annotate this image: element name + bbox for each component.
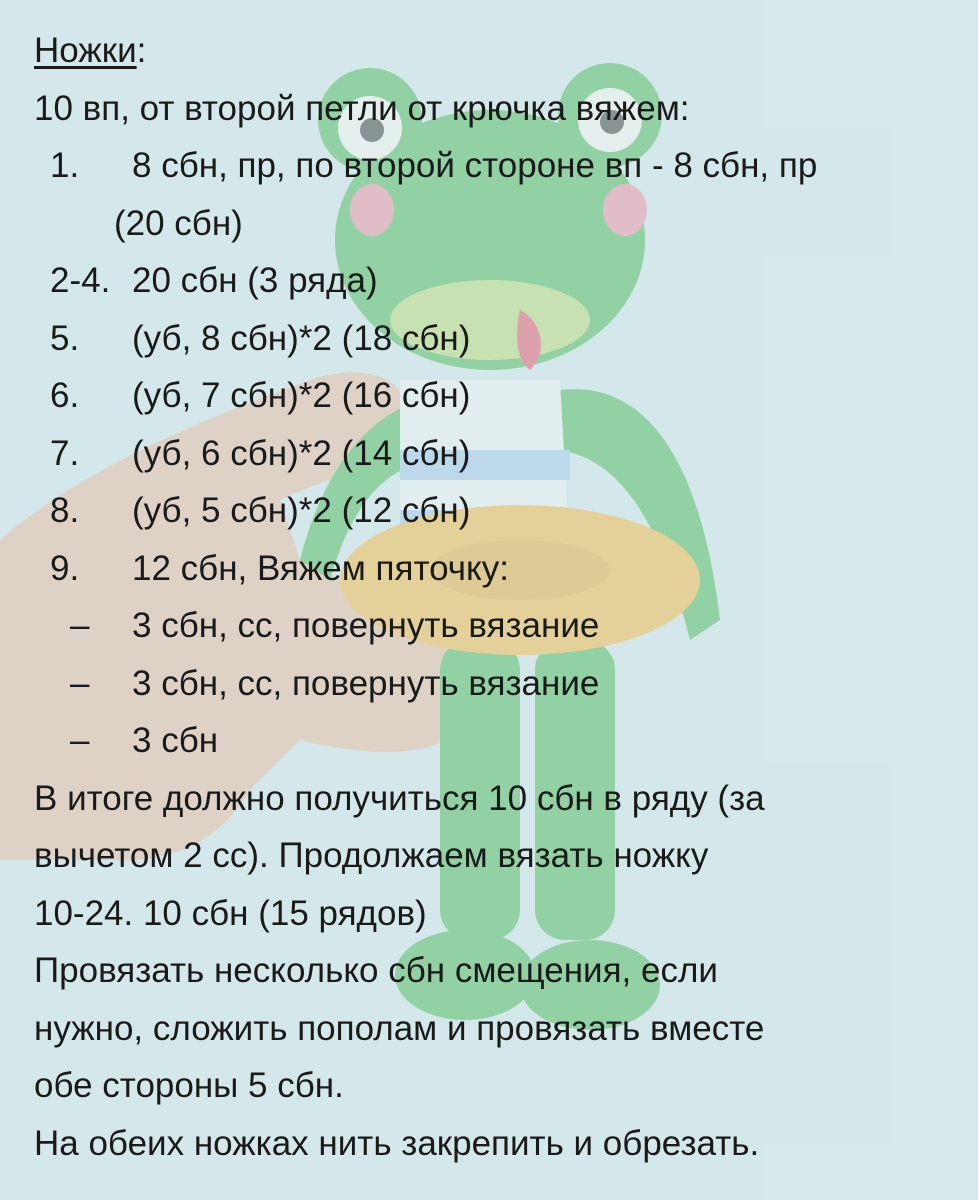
step-text: 20 сбн (3 ряда) [132, 261, 378, 300]
step-text: (уб, 7 сбн)*2 (16 сбн) [132, 376, 471, 415]
dash-bullet: – [70, 721, 90, 760]
step-number: 2-4. [50, 261, 111, 300]
step-text: 3 сбн [132, 721, 219, 760]
section-heading [34, 22, 964, 80]
final-line: На обеих ножках нить закрепить и обрезать. [34, 1123, 760, 1163]
step-number: 1. [50, 146, 80, 185]
summary-line-2: вычетом 2 сс). Продолжаем вязать ножку [34, 836, 709, 875]
step-number: 6. [50, 376, 80, 415]
dash-bullet: – [70, 663, 90, 703]
step-7 [34, 425, 964, 483]
step-1-continuation: (20 сбн) [114, 203, 243, 243]
step-text: 3 сбн, сс, повернуть вязание [132, 663, 600, 703]
step-9 [34, 540, 964, 598]
heel-step-3 [34, 712, 964, 770]
heading-title: Ножки [34, 31, 137, 70]
step-2-4 [34, 252, 964, 310]
step-text: 8 сбн, пр, по второй стороне вп - 8 сбн, пр [132, 146, 818, 185]
finish-line-2: нужно, сложить пополам и провязать вместе [34, 1008, 765, 1048]
heading-colon: : [136, 31, 147, 70]
rows-line: 10-24. 10 сбн (15 рядов) [34, 893, 427, 933]
summary-line-1: В итоге должно получиться 10 сбн в ряду (за [34, 778, 765, 818]
dash-bullet: – [70, 606, 90, 645]
step-number: 7. [50, 433, 80, 473]
step-8 [34, 482, 964, 540]
step-number: 9. [50, 548, 80, 588]
step-text: (уб, 6 сбн)*2 (14 сбн) [132, 433, 471, 473]
step-text: 12 сбн, Вяжем пяточку: [132, 548, 509, 588]
step-text: (уб, 5 сбн)*2 (12 сбн) [132, 491, 471, 530]
heel-step-2 [34, 655, 964, 713]
step-6 [34, 367, 964, 425]
intro-line: 10 вп, от второй петли от крючка вяжем: [34, 88, 690, 128]
step-number: 5. [50, 318, 80, 358]
step-1 [34, 137, 964, 195]
step-number: 8. [50, 491, 80, 530]
step-5 [34, 310, 964, 368]
pattern-text [34, 22, 964, 1172]
step-text: 3 сбн, сс, повернуть вязание [132, 606, 600, 645]
finish-line-1: Провязать несколько сбн смещения, если [34, 951, 718, 990]
finish-line-3: обе стороны 5 сбн. [34, 1066, 344, 1105]
step-text: (уб, 8 сбн)*2 (18 сбн) [132, 318, 471, 358]
heel-step-1 [34, 597, 964, 655]
